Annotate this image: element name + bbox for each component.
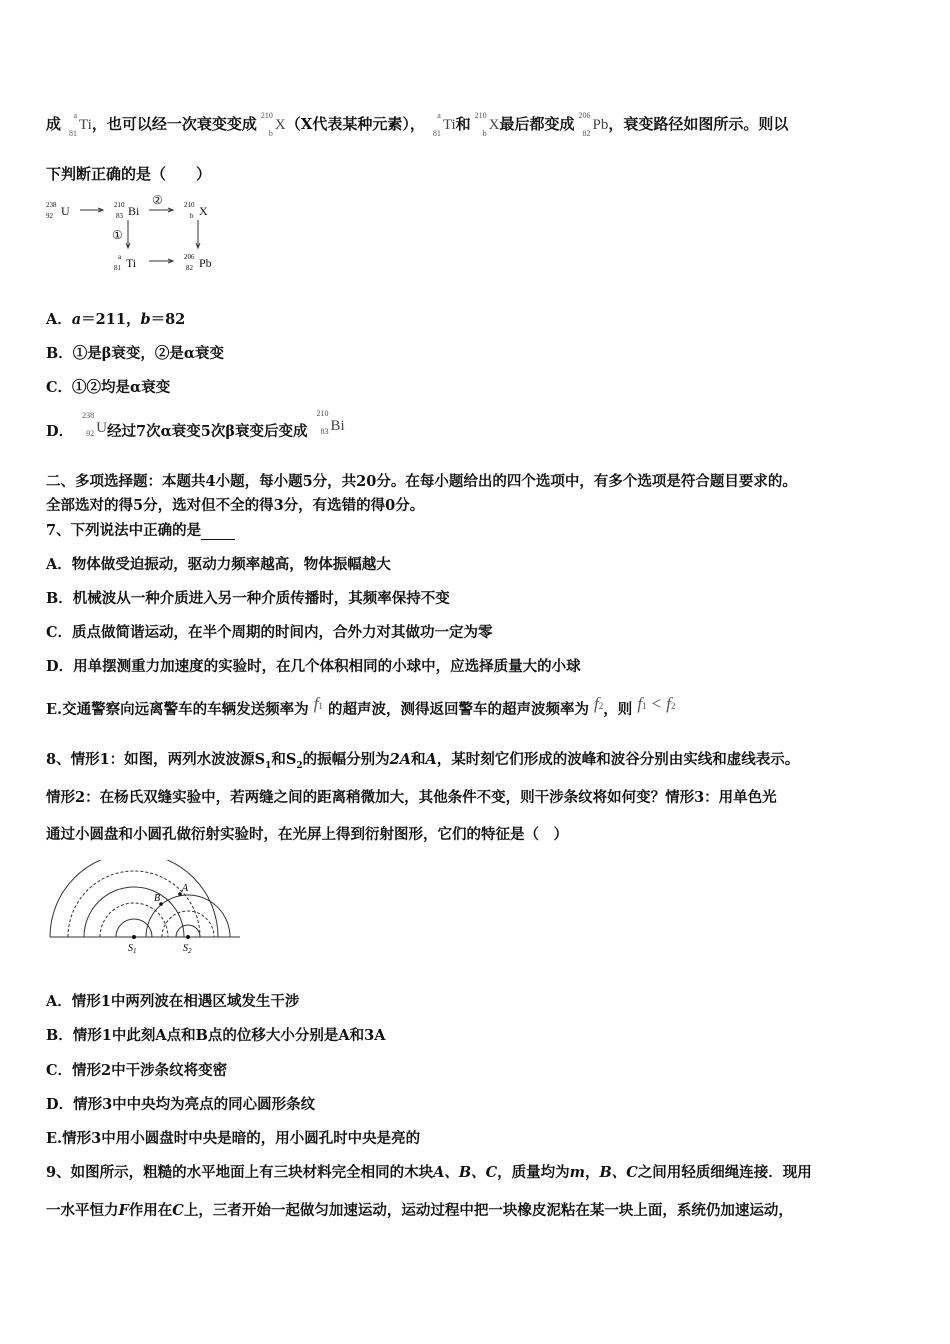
q8-option-a: A．情形1中两列波在相遇区域发生干涉 (46, 993, 300, 1010)
label-a: A (182, 883, 189, 894)
decay-arrows (46, 198, 246, 278)
q7-option-d: D．用单摆测重力加速度的实验时，在几个体积相同的小球中，应选择质量大的小球 (46, 658, 581, 675)
x-nuclide: 210 b X (260, 111, 286, 138)
f1-symbol: f1 (637, 694, 647, 713)
q8-stem-line2: 情形2：在杨氏双缝实验中，若两缝之间的距离稍微加大，其他条件不变，则干涉条纹将如何变？情形3：用单色光 (46, 789, 777, 806)
ti-nuclide: a 81 Ti (69, 111, 92, 138)
q7-option-a: A．物体做受迫振动，驱动力频率越高，物体振幅越大 (46, 556, 391, 573)
q8-option-e: E.情形3中用小圆盘时中央是暗的，用小圆孔时中央是亮的 (46, 1130, 421, 1147)
label-s2: $S_2$ (183, 943, 192, 955)
bi-nuclide: 210 83 Bi (316, 408, 345, 436)
decay-label-2: ② (152, 193, 163, 207)
wave-interference-figure (44, 860, 244, 960)
less-than: < (651, 694, 662, 713)
label-s1: $S_1$ (128, 943, 137, 955)
section2-heading-line1: 二、多项选择题：本题共4小题，每小题5分，共20分。在每小题给出的四个选项中，有多个选项是符合题目要求的。 (46, 473, 797, 490)
q6-option-b: B．①是β衰变，②是α衰变 (46, 345, 225, 362)
q8-stem-line3: 通过小圆盘和小圆孔做衍射实验时，在光屏上得到衍射图形，它们的特征是（ ） (46, 826, 568, 843)
q7-option-e: E.交通警察向远离警车的车辆发送频率为 f1 的超声波，测得返回警车的超声波频率为 f2，则 f1 < f2 (46, 694, 676, 718)
q8-option-c: C．情形2中干涉条纹将变密 (46, 1062, 228, 1079)
q7-option-c: C．质点做简谐运动，在半个周期的时间内，合外力对其做功一定为零 (46, 624, 493, 641)
f1-symbol: f1 (313, 694, 323, 713)
decay-label-1: ① (112, 228, 123, 242)
s1-crest-2 (84, 887, 184, 937)
q7-option-b: B．机械波从一种介质进入另一种介质传播时，其频率保持不变 (46, 590, 450, 607)
q8-stem-line1: 8、情形1：如图，两列水波波源$S_1$和$S_2$的振幅分别为2A和A，某时刻它们形成的波峰和波谷分别由实线和虚线表示。 (46, 751, 800, 771)
f2-symbol: f2 (666, 694, 676, 713)
q6-stem-line1: 成 a 81 Ti，也可以经一次衰变变成 210 b X（X代表某种元素）， a 81 Ti和 210 b X最后都变成 206 82 Pb，衰变路径如图所示。则以 (46, 111, 789, 138)
s1-trough-2 (68, 871, 200, 937)
s2-trough (162, 911, 214, 937)
q9-stem-line2: 一水平恒力F作用在C上，三者开始一起做匀加速运动，运动过程中把一块橡皮泥粘在某一块上面，系统仍加速运动， (46, 1202, 793, 1219)
source-s1-dot (132, 935, 136, 939)
pb-nuclide: 206 82 Pb (578, 111, 609, 138)
answer-blank (201, 525, 235, 540)
q6-option-c: C．①②均是α衰变 (46, 379, 171, 396)
section2-heading-line2: 全部选对的得5分，选对但不全的得3分，有选错的得0分。 (46, 497, 425, 514)
u-nuclide: 238 92 U (82, 410, 107, 438)
x-nuclide: 210 b X (474, 111, 500, 138)
q9-stem-line1: 9、如图所示，粗糙的水平地面上有三块材料完全相同的木块A、B、C，质量均为m，B、C之间用轻质细绳连接．现用 (46, 1164, 812, 1181)
q8-option-d: D．情形3中中央均为亮点的同心圆形条纹 (46, 1096, 316, 1113)
label-b: B (154, 893, 161, 904)
decay-path-diagram: 238 92 U 210 83 Bi 210 b X a 81 Ti 206 82 Pb ① ② (46, 198, 246, 278)
q8-option-b: B．情形1中此刻A点和B点的位移大小分别是A和3A (46, 1027, 386, 1044)
q6-option-d: D． 238 92 U经过7次α衰变5次β衰变后变成 210 83 Bi (46, 408, 345, 440)
source-s2-dot (186, 935, 190, 939)
q6-stem-line2: 下判断正确的是（ ） (46, 165, 212, 183)
f2-symbol: f2 (594, 694, 604, 713)
q7-stem: 7、下列说法中正确的是 (46, 519, 235, 540)
ti-nuclide: a 81 Ti (432, 111, 456, 138)
q6-option-a: A．a＝211，b＝82 (46, 311, 186, 328)
